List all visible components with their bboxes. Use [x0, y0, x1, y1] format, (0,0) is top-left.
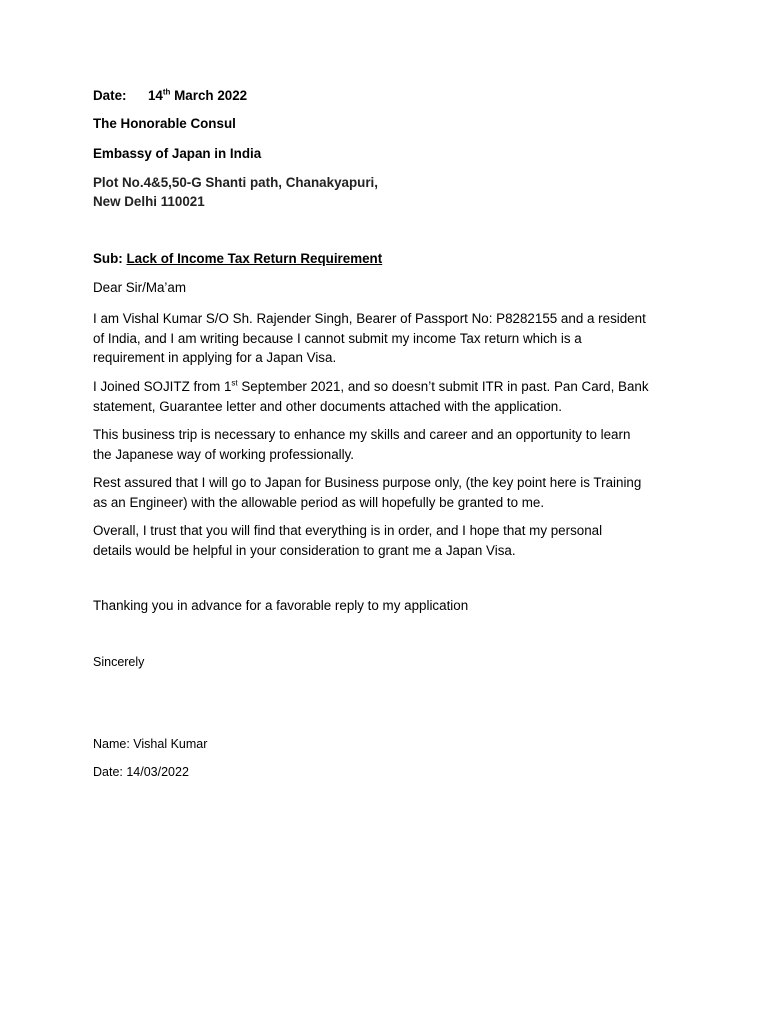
date-rest: March 2022	[174, 88, 248, 103]
paragraph-2-line-2: statement, Guarantee letter and other documents attached with the application.	[93, 398, 562, 414]
paragraph-2-line-1a: I Joined SOJITZ from 1	[93, 379, 232, 394]
subject-text: Lack of Income Tax Return Requirement	[126, 251, 383, 266]
paragraph-4	[93, 473, 693, 512]
signature-date: Date: 14/03/2022	[93, 765, 189, 779]
date-day-suffix: th	[162, 87, 171, 97]
paragraph-3-line-2: the Japanese way of working professionally.	[93, 446, 355, 462]
paragraph-1-line-2: of India, and I am writing because I cannot submit my income Tax return which is a	[93, 330, 582, 346]
paragraph-3	[93, 425, 693, 464]
paragraph-4-line-2: as an Engineer) with the allowable period as will hopefully be granted to me.	[93, 494, 545, 510]
closing: Sincerely	[93, 655, 145, 669]
paragraph-3-line-1: This business trip is necessary to enhance my skills and career and an opportunity to learn	[93, 427, 631, 442]
recipient-address-line2: New Delhi 110021	[93, 194, 205, 209]
recipient-org: Embassy of Japan in India	[93, 146, 262, 161]
paragraph-2-line-1b: September 2021, and so doesn’t submit ITR in past. Pan Card, Bank	[237, 379, 649, 394]
signature-name: Name: Vishal Kumar	[93, 737, 208, 751]
paragraph-4-line-1: Rest assured that I will go to Japan for Business purpose only, (the key point here is Training	[93, 475, 642, 490]
thanks-line: Thanking you in advance for a favorable reply to my application	[93, 598, 469, 613]
paragraph-1	[93, 309, 693, 368]
recipient-address-line1: Plot No.4&5,50-G Shanti path, Chanakyapuri,	[93, 175, 378, 190]
subject-label: Sub:	[93, 251, 123, 266]
paragraph-5-line-2: details would be helpful in your consideration to grant me a Japan Visa.	[93, 542, 516, 558]
paragraph-2-line-1	[93, 377, 693, 397]
paragraph-2-sup: st	[231, 378, 238, 388]
date-day: 14	[147, 88, 163, 103]
date-line	[93, 88, 247, 103]
recipient-title: The Honorable Consul	[93, 116, 236, 131]
paragraph-5-line-1: Overall, I trust that you will find that everything is in order, and I hope that my personal	[93, 523, 603, 538]
paragraph-1-line-1: I am Vishal Kumar S/O Sh. Rajender Singh, Bearer of Passport No: P8282155 and a resident	[93, 311, 646, 326]
date-label: Date:	[93, 88, 127, 103]
paragraph-5	[93, 521, 693, 560]
subject-line	[93, 251, 382, 266]
paragraph-2	[93, 377, 693, 416]
salutation: Dear Sir/Ma’am	[93, 280, 187, 295]
paragraph-1-line-3: requirement in applying for a Japan Visa.	[93, 350, 337, 365]
